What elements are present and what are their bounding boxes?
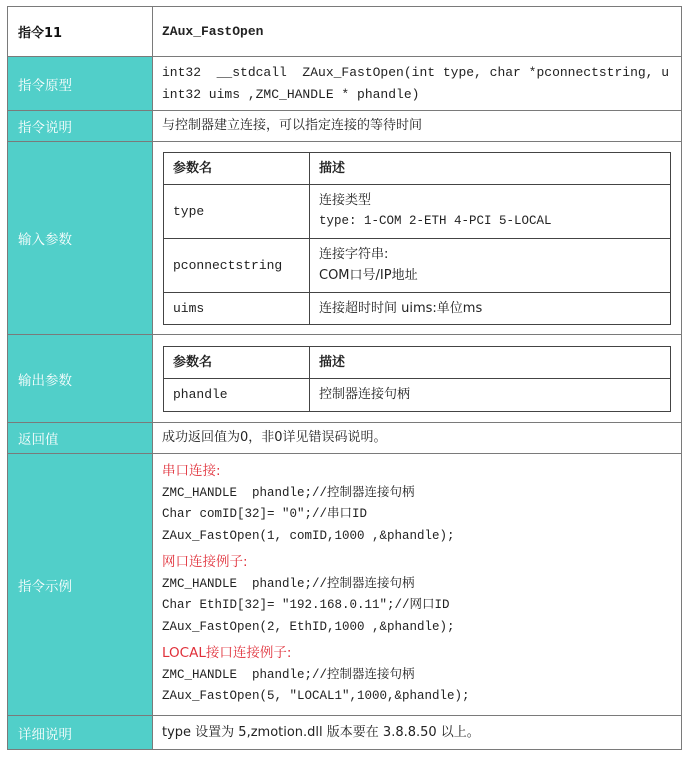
description-value: 与控制器建立连接，可以指定连接的等待时间 bbox=[153, 111, 682, 142]
details-label: 详细说明 bbox=[8, 716, 153, 750]
code-line: ZAux_FastOpen(1, comID,1000 ,&phandle); bbox=[162, 528, 455, 543]
prototype-value bbox=[153, 57, 682, 111]
input-param-desc bbox=[310, 184, 671, 238]
output-header-name: 参数名 bbox=[164, 346, 310, 378]
input-params bbox=[153, 142, 682, 335]
code-line: ZMC_HANDLE phandle;//控制器连接句柄 bbox=[162, 667, 415, 682]
command-doc-table bbox=[7, 6, 682, 750]
output-header-desc: 描述 bbox=[310, 346, 671, 378]
input-param-desc-line: type: 1-COM 2-ETH 4-PCI 5-LOCAL bbox=[319, 214, 552, 228]
input-param-desc-line: 连接类型 bbox=[319, 193, 372, 208]
prototype-line-1: int32 __stdcall ZAux_FastOpen(int type, char *pconnectstring, u bbox=[162, 64, 670, 80]
input-header-name: 参数名 bbox=[164, 152, 310, 184]
prototype-label: 指令原型 bbox=[8, 57, 153, 111]
code-line: ZMC_HANDLE phandle;//控制器连接句柄 bbox=[162, 485, 415, 500]
return-value: 成功返回值为0，非0详见错误码说明。 bbox=[153, 423, 682, 454]
code-line: Char comID[32]= "0";//串口ID bbox=[162, 507, 368, 522]
input-param-desc: 连接超时时间 uims:单位ms bbox=[310, 292, 671, 324]
output-param-name: phandle bbox=[164, 378, 310, 411]
input-param-desc bbox=[310, 238, 671, 292]
details-value: type 设置为 5,zmotion.dll 版本要在 3.8.8.50 以上。 bbox=[153, 716, 682, 750]
example-label: 指令示例 bbox=[8, 454, 153, 716]
command-name: ZAux_FastOpen bbox=[153, 7, 682, 57]
input-param-desc-line: COM口号/IP地址 bbox=[319, 268, 418, 283]
serial-example-title: 串口连接: bbox=[162, 463, 221, 480]
input-param-name: pconnectstring bbox=[164, 238, 310, 292]
input-param-name: type bbox=[164, 184, 310, 238]
code-line: ZAux_FastOpen(2, EthID,1000 ,&phandle); bbox=[162, 619, 455, 634]
description-label: 指令说明 bbox=[8, 111, 153, 142]
example-code bbox=[153, 454, 682, 716]
code-line: ZAux_FastOpen(5, "LOCAL1",1000,&phandle); bbox=[162, 689, 470, 704]
prototype-line-2: int32 uims ,ZMC_HANDLE * phandle) bbox=[162, 86, 420, 102]
net-example-title: 网口连接例子: bbox=[162, 554, 248, 571]
command-label: 指令11 bbox=[8, 7, 153, 57]
input-param-table bbox=[163, 152, 671, 325]
return-label: 返回值 bbox=[8, 423, 153, 454]
code-line: Char EthID[32]= "192.168.0.11";//网口ID bbox=[162, 598, 450, 613]
input-header-desc: 描述 bbox=[310, 152, 671, 184]
output-label: 输出参数 bbox=[8, 335, 153, 423]
input-param-desc-line: 连接字符串: bbox=[319, 247, 389, 262]
output-param-desc: 控制器连接句柄 bbox=[310, 378, 671, 411]
output-param-table bbox=[163, 346, 671, 412]
input-label: 输入参数 bbox=[8, 142, 153, 335]
input-param-name: uims bbox=[164, 292, 310, 324]
code-line: ZMC_HANDLE phandle;//控制器连接句柄 bbox=[162, 576, 415, 591]
output-params bbox=[153, 335, 682, 423]
local-example-title: LOCAL接口连接例子: bbox=[162, 645, 292, 662]
